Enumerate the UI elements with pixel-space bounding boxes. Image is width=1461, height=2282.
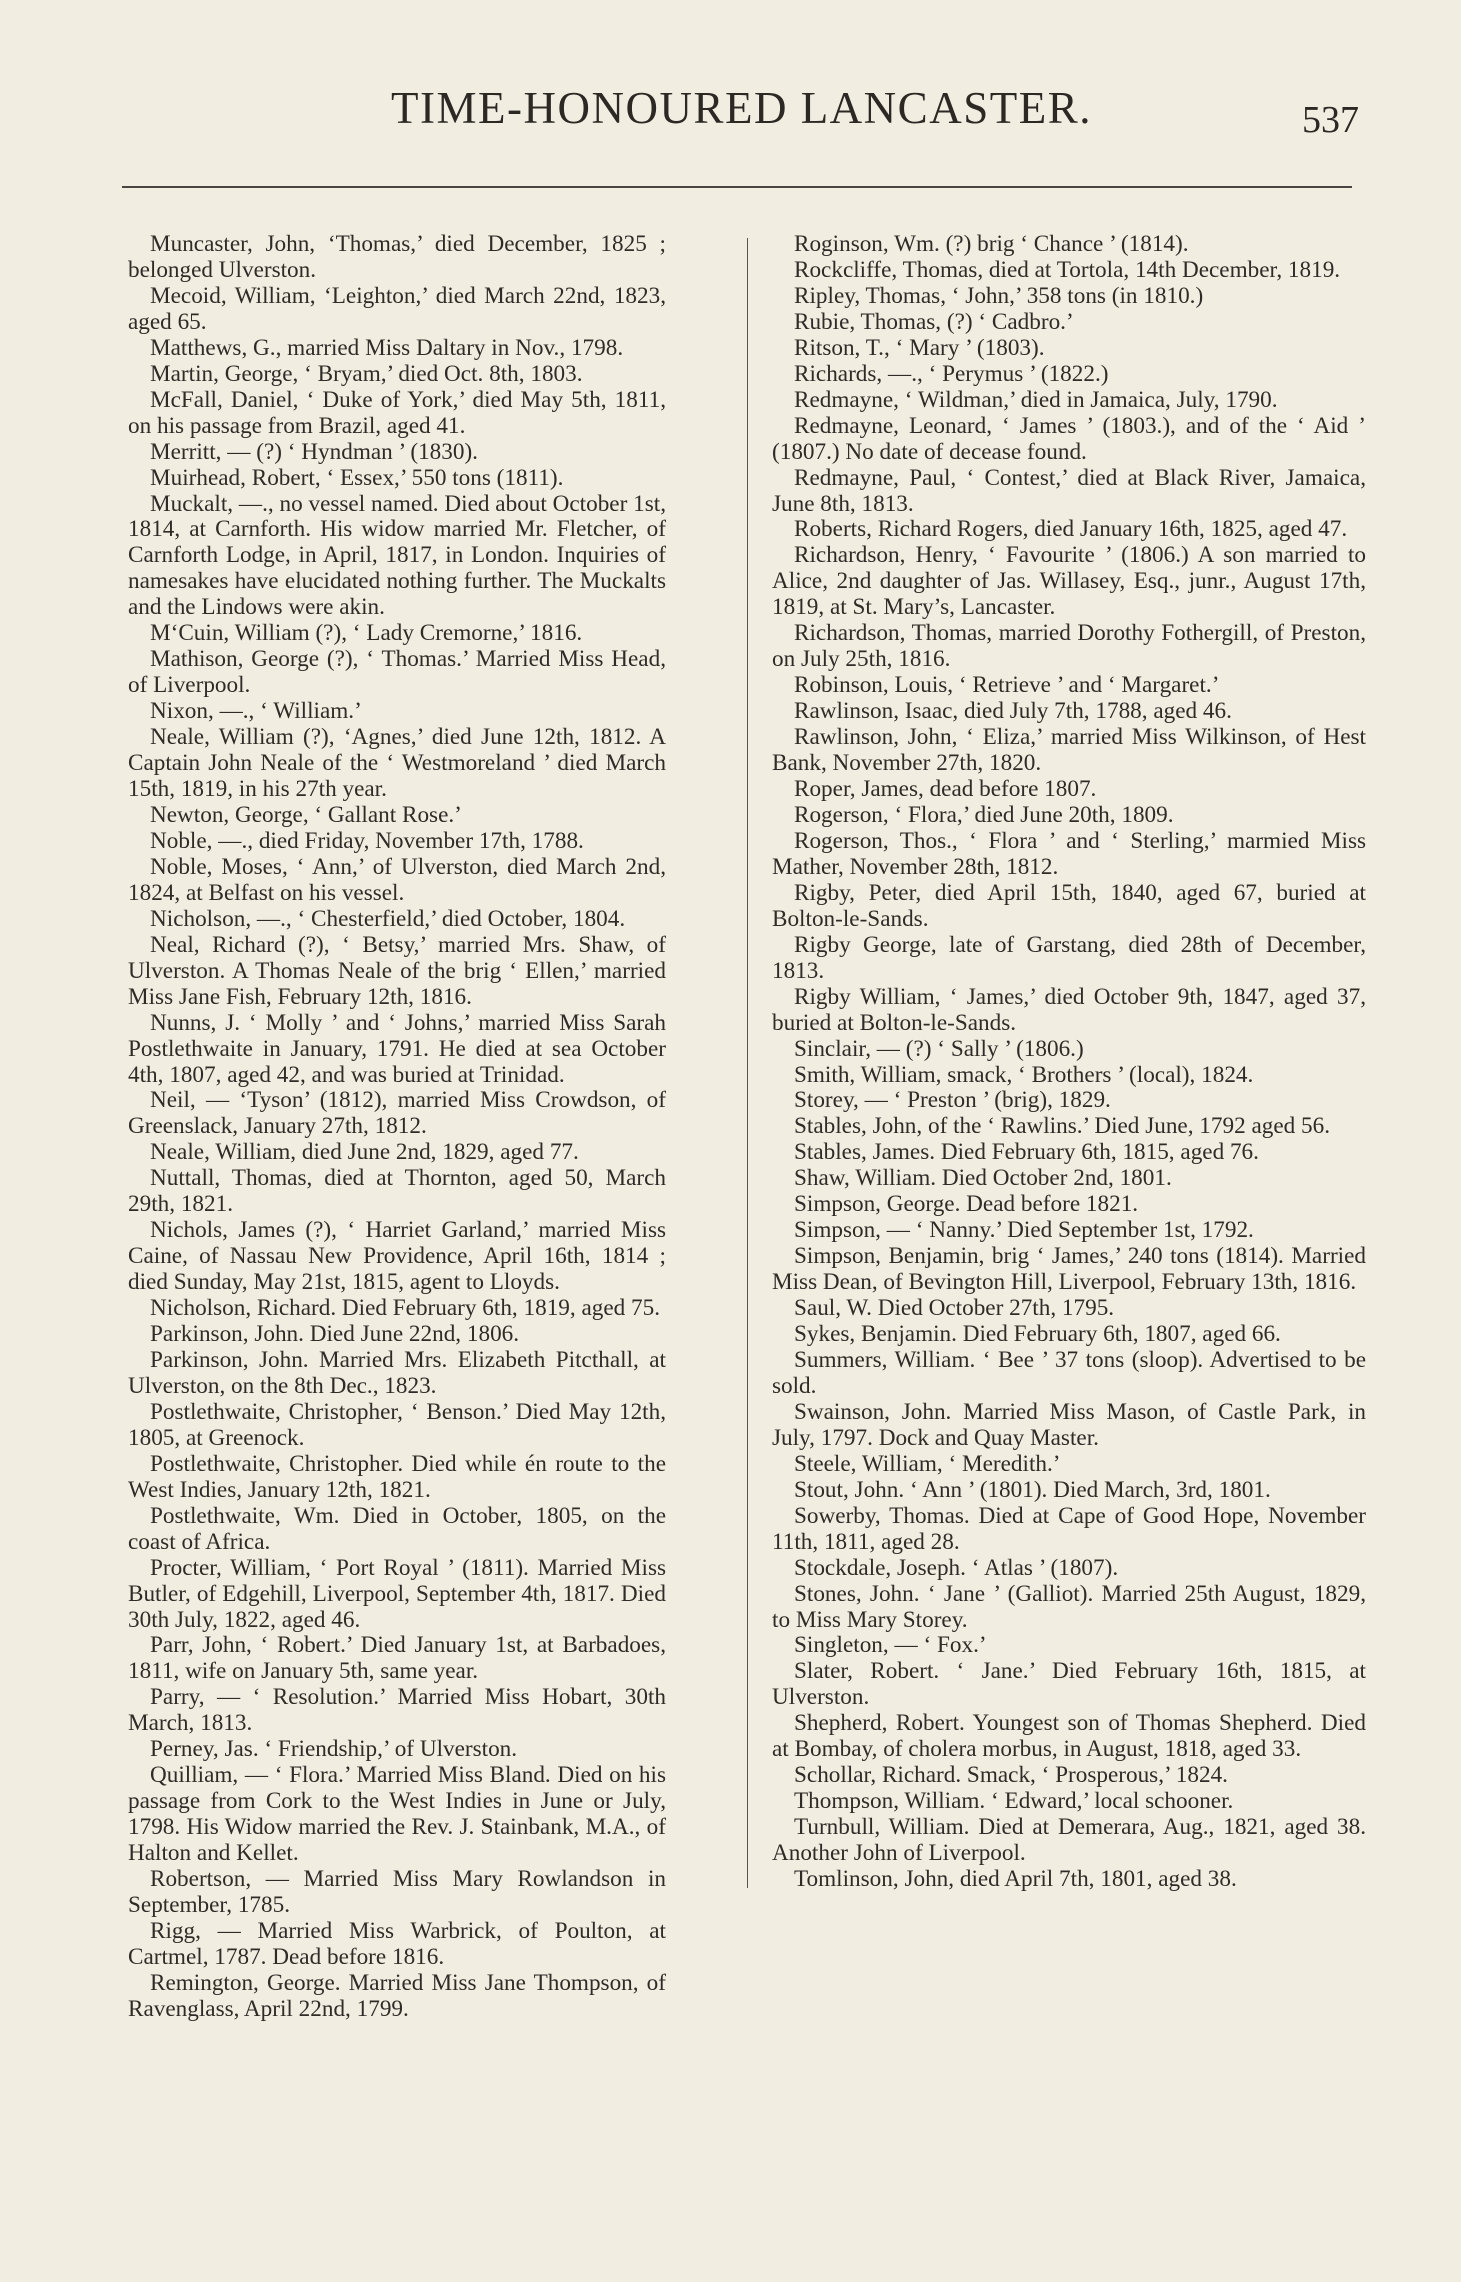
- list-item: Richardson, Henry, ‘ Favourite ’ (1806.) A son married to Alice, 2nd daughter of Jas. Willasey, Esq., junr., August 17th, 1819, at St. Mary’s, Lancaster.: [772, 542, 1366, 621]
- page-number: 537: [1302, 99, 1359, 141]
- list-item: Sowerby, Thomas. Died at Cape of Good Hope, November 11th, 1811, aged 28.: [772, 1502, 1366, 1555]
- header-rule: [122, 186, 1352, 188]
- list-item: Postlethwaite, Christopher. Died while én route to the West Indies, January 12th, 1821.: [128, 1450, 666, 1503]
- list-item: Thompson, William. ‘ Edward,’ local schooner.: [794, 1788, 1234, 1815]
- list-item: Richardson, Thomas, married Dorothy Fothergill, of Preston, on July 25th, 1816.: [772, 620, 1366, 673]
- list-item: Saul, W. Died October 27th, 1795.: [794, 1295, 1115, 1322]
- list-item: Mecoid, William, ‘Leighton,’ died March 22nd, 1823, aged 65.: [128, 282, 666, 335]
- list-item: Redmayne, Leonard, ‘ James ’ (1803.), and of the ‘ Aid ’ (1807.) No date of decease found.: [772, 412, 1366, 465]
- list-item: McFall, Daniel, ‘ Duke of York,’ died May 5th, 1811, on his passage from Brazil, aged 41.: [128, 386, 666, 439]
- list-item: Roginson, Wm. (?) brig ‘ Chance ’ (1814).: [794, 231, 1189, 257]
- list-item: Slater, Robert. ‘ Jane.’ Died February 16th, 1815, at Ulverston.: [772, 1658, 1366, 1711]
- list-item: Simpson, — ‘ Nanny.’ Died September 1st, 1792.: [794, 1217, 1254, 1244]
- list-item: Roberts, Richard Rogers, died January 16th, 1825, aged 47.: [794, 516, 1348, 543]
- list-item: Stockdale, Joseph. ‘ Atlas ’ (1807).: [794, 1554, 1119, 1581]
- list-item: Redmayne, ‘ Wildman,’ died in Jamaica, July, 1790.: [794, 386, 1278, 413]
- list-item: Nicholson, —., ‘ Chesterfield,’ died October, 1804.: [150, 905, 626, 932]
- list-item: Rockcliffe, Thomas, died at Tortola, 14th December, 1819.: [794, 256, 1341, 283]
- list-item: Muckalt, —., no vessel named. Died about October 1st, 1814, at Carnforth. His widow married Mr. Fletcher, of Carnforth Lodge, in April, 1817, in London. Inquiries of namesakes have elucidated nothing further. The Muckalts and the Lindows were akin.: [128, 490, 666, 621]
- list-item: Schollar, Richard. Smack, ‘ Prosperous,’ 1824.: [794, 1762, 1228, 1789]
- list-item: Simpson, Benjamin, brig ‘ James,’ 240 tons (1814). Married Miss Dean, of Bevington Hill, Liverpool, February 13th, 1816.: [772, 1243, 1366, 1296]
- list-item: Martin, George, ‘ Bryam,’ died Oct. 8th, 1803.: [150, 360, 583, 387]
- list-item: Tomlinson, John, died April 7th, 1801, aged 38.: [794, 1866, 1237, 1893]
- column-divider: [747, 238, 748, 1888]
- list-item: Rogerson, ‘ Flora,’ died June 20th, 1809.: [794, 801, 1174, 828]
- running-title: TIME-HONOURED LANCASTER.: [391, 83, 1092, 133]
- page-header: [0, 78, 1461, 148]
- list-item: Smith, William, smack, ‘ Brothers ’ (local), 1824.: [794, 1061, 1254, 1088]
- list-item: Noble, —., died Friday, November 17th, 1788.: [150, 827, 584, 854]
- list-item: Stables, John, of the ‘ Rawlins.’ Died June, 1792 aged 56.: [794, 1113, 1331, 1140]
- list-item: Nuttall, Thomas, died at Thornton, aged 50, March 29th, 1821.: [128, 1165, 666, 1218]
- list-item: Postlethwaite, Wm. Died in October, 1805, on the coast of Africa.: [128, 1502, 666, 1555]
- list-item: Nunns, J. ‘ Molly ’ and ‘ Johns,’ married Miss Sarah Postlethwaite in January, 1791. He died at sea October 4th, 1807, aged 42, and was buried at Trinidad.: [128, 1009, 666, 1088]
- list-item: Redmayne, Paul, ‘ Contest,’ died at Black River, Jamaica, June 8th, 1813.: [772, 464, 1366, 517]
- list-item: Robinson, Louis, ‘ Retrieve ’ and ‘ Margaret.’: [794, 672, 1220, 699]
- list-item: Neale, William, died June 2nd, 1829, aged 77.: [150, 1139, 579, 1166]
- list-item: Summers, William. ‘ Bee ’ 37 tons (sloop). Advertised to be sold.: [772, 1346, 1366, 1399]
- list-item: Perney, Jas. ‘ Friendship,’ of Ulverston.: [150, 1736, 518, 1763]
- list-item: Storey, — ‘ Preston ’ (brig), 1829.: [794, 1087, 1111, 1114]
- list-item: Singleton, — ‘ Fox.’: [794, 1632, 987, 1659]
- list-item: Mathison, George (?), ‘ Thomas.’ Married Miss Head, of Liverpool.: [128, 646, 666, 699]
- list-item: Rigg, — Married Miss Warbrick, of Poulton, at Cartmel, 1787. Dead before 1816.: [128, 1917, 666, 1970]
- list-item: Matthews, G., married Miss Daltary in Nov., 1798.: [150, 334, 624, 361]
- list-item: Quilliam, — ‘ Flora.’ Married Miss Bland. Died on his passage from Cork to the West Indies in June or July, 1798. His Widow married the Rev. J. Stainbank, M.A., of Halton and Kellet.: [128, 1762, 666, 1867]
- list-item: Rawlinson, John, ‘ Eliza,’ married Miss Wilkinson, of Hest Bank, November 27th, 1820.: [772, 724, 1366, 777]
- list-item: M‘Cuin, William (?), ‘ Lady Cremorne,’ 1816.: [150, 620, 583, 647]
- list-item: Neale, William (?), ‘Agnes,’ died June 12th, 1812. A Captain John Neale of the ‘ Westmoreland ’ died March 15th, 1819, in his 27th year.: [128, 724, 666, 803]
- list-item: Procter, William, ‘ Port Royal ’ (1811). Married Miss Butler, of Edgehill, Liverpool, September 4th, 1817. Died 30th July, 1822, aged 46.: [128, 1554, 666, 1633]
- list-item: Parry, — ‘ Resolution.’ Married Miss Hobart, 30th March, 1813.: [128, 1684, 666, 1737]
- list-item: Noble, Moses, ‘ Ann,’ of Ulverston, died March 2nd, 1824, at Belfast on his vessel.: [128, 853, 666, 906]
- list-item: Rawlinson, Isaac, died July 7th, 1788, aged 46.: [794, 698, 1232, 725]
- list-item: Shaw, William. Died October 2nd, 1801.: [794, 1165, 1172, 1192]
- list-item: Ritson, T., ‘ Mary ’ (1803).: [794, 334, 1045, 361]
- list-item: Simpson, George. Dead before 1821.: [794, 1191, 1139, 1218]
- left-column: [128, 232, 666, 2023]
- list-item: Neal, Richard (?), ‘ Betsy,’ married Mrs. Shaw, of Ulverston. A Thomas Neale of the brig ‘ Ellen,’ married Miss Jane Fish, February 12th, 1816.: [128, 931, 666, 1010]
- list-item: Turnbull, William. Died at Demerara, Aug., 1821, aged 38. Another John of Liverpool.: [772, 1814, 1366, 1867]
- list-item: Robertson, — Married Miss Mary Rowlandson in September, 1785.: [128, 1866, 666, 1918]
- list-item: Parkinson, John. Married Mrs. Elizabeth Pitcthall, at Ulverston, on the 8th Dec., 1823.: [128, 1346, 666, 1399]
- list-item: Richards, —., ‘ Perymus ’ (1822.): [794, 360, 1109, 387]
- list-item: Rigby William, ‘ James,’ died October 9th, 1847, aged 37, buried at Bolton-le-Sands.: [772, 983, 1366, 1036]
- list-item: Nichols, James (?), ‘ Harriet Garland,’ married Miss Caine, of Nassau New Providence, April 16th, 1814 ; died Sunday, May 21st, 1815, agent to Lloyds.: [128, 1217, 666, 1296]
- list-item: Ripley, Thomas, ‘ John,’ 358 tons (in 1810.): [794, 282, 1204, 309]
- list-item: Muncaster, John, ‘Thomas,’ died December, 1825 ; belonged Ulverston.: [128, 231, 666, 283]
- list-item: Postlethwaite, Christopher, ‘ Benson.’ Died May 12th, 1805, at Greenock.: [128, 1398, 666, 1451]
- list-item: Roper, James, dead before 1807.: [794, 776, 1097, 803]
- list-item: Parkinson, John. Died June 22nd, 1806.: [150, 1321, 520, 1348]
- list-item: Stones, John. ‘ Jane ’ (Galliot). Married 25th August, 1829, to Miss Mary Storey.: [772, 1580, 1366, 1633]
- list-item: Stout, John. ‘ Ann ’ (1801). Died March, 3rd, 1801.: [794, 1476, 1271, 1503]
- list-item: Parr, John, ‘ Robert.’ Died January 1st, at Barbadoes, 1811, wife on January 5th, same year.: [128, 1632, 666, 1685]
- list-item: Nixon, —., ‘ William.’: [150, 698, 362, 725]
- list-item: Sykes, Benjamin. Died February 6th, 1807, aged 66.: [794, 1321, 1281, 1348]
- list-item: Muirhead, Robert, ‘ Essex,’ 550 tons (1811).: [150, 464, 564, 491]
- list-item: Steele, William, ‘ Meredith.’: [794, 1450, 1061, 1477]
- list-item: Merritt, — (?) ‘ Hyndman ’ (1830).: [150, 438, 478, 465]
- list-item: Shepherd, Robert. Youngest son of Thomas Shepherd. Died at Bombay, of cholera morbus, in August, 1818, aged 33.: [772, 1710, 1366, 1763]
- list-item: Rogerson, Thos., ‘ Flora ’ and ‘ Sterling,’ marmied Miss Mather, November 28th, 1812.: [772, 827, 1366, 880]
- list-item: Sinclair, — (?) ‘ Sally ’ (1806.): [794, 1035, 1084, 1062]
- list-item: Rubie, Thomas, (?) ‘ Cadbro.’: [794, 308, 1074, 335]
- list-item: Newton, George, ‘ Gallant Rose.’: [150, 801, 462, 828]
- list-item: Stables, James. Died February 6th, 1815, aged 76.: [794, 1139, 1259, 1166]
- right-column: [772, 232, 1366, 1893]
- list-item: Neil, — ‘Tyson’ (1812), married Miss Crowdson, of Greenslack, January 27th, 1812.: [128, 1087, 666, 1140]
- list-item: Rigby George, late of Garstang, died 28th of December, 1813.: [772, 931, 1366, 984]
- list-item: Swainson, John. Married Miss Mason, of Castle Park, in July, 1797. Dock and Quay Master.: [772, 1398, 1366, 1451]
- list-item: Nicholson, Richard. Died February 6th, 1819, aged 75.: [150, 1295, 661, 1322]
- list-item: Remington, George. Married Miss Jane Thompson, of Ravenglass, April 22nd, 1799.: [128, 1969, 666, 2022]
- list-item: Rigby, Peter, died April 15th, 1840, aged 67, buried at Bolton-le-Sands.: [772, 879, 1366, 932]
